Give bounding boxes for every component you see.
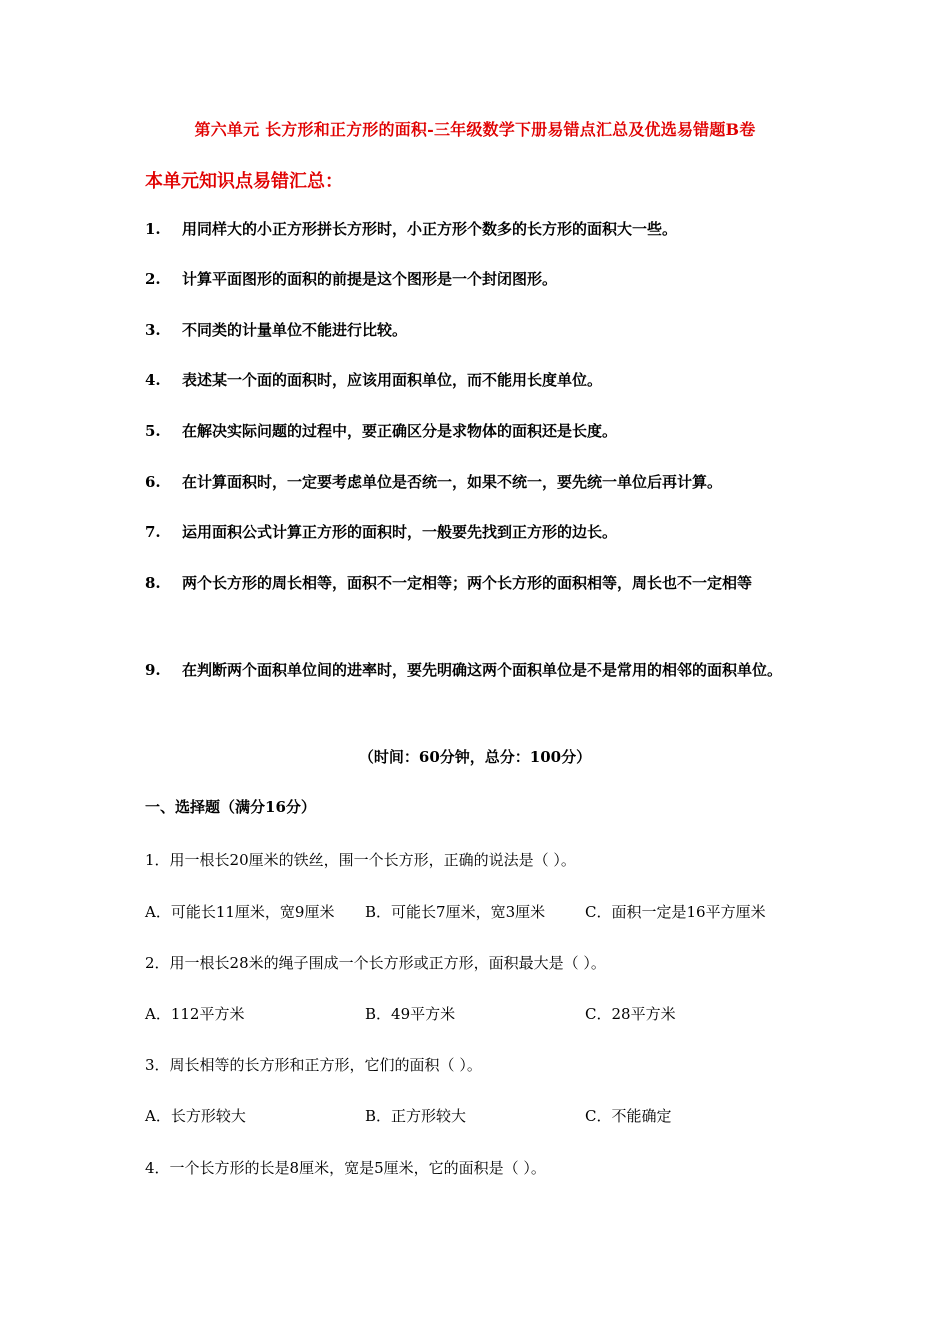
list-item xyxy=(145,261,810,298)
section-heading: 本单元知识点易错汇总： xyxy=(145,171,343,192)
option-b: B．正方形较大 xyxy=(365,1107,467,1125)
point-text: 用同样大的小正方形拼长方形时，小正方形个数多的长方形的面积大一些。 xyxy=(182,220,678,238)
point-text: 在解决实际问题的过程中，要正确区分是求物体的面积还是长度。 xyxy=(182,422,618,440)
question-stem: 1．用一根长20厘米的铁丝，围一个长方形，正确的说法是（ ）。 xyxy=(145,851,576,869)
point-number: 2. xyxy=(145,270,161,288)
point-text: 不同类的计量单位不能进行比较。 xyxy=(182,321,408,339)
point-number: 1. xyxy=(145,220,161,238)
page-title: 第六单元 长方形和正方形的面积-三年级数学下册易错点汇总及优选易错题B卷 xyxy=(194,120,756,139)
option-a: A．112平方米 xyxy=(145,1005,245,1023)
time-info: （时间：60分钟，总分：100分） xyxy=(358,748,592,766)
option-a: A．可能长11厘米，宽9厘米 xyxy=(145,903,335,921)
list-item xyxy=(145,362,810,399)
point-number: 3. xyxy=(145,321,161,339)
point-text: 计算平面图形的面积的前提是这个图形是一个封闭图形。 xyxy=(182,270,558,288)
list-item xyxy=(145,312,810,349)
point-text: 在计算面积时，一定要考虑单位是否统一，如果不统一，要先统一单位后再计算。 xyxy=(182,473,723,491)
point-number: 6. xyxy=(145,473,161,491)
point-text: 两个长方形的周长相等，面积不一定相等；两个长方形的面积相等，周长也不一定相等 xyxy=(182,574,753,592)
point-number: 5. xyxy=(145,422,161,440)
point-text: 在判断两个面积单位间的进率时，要先明确这两个面积单位是不是常用的相邻的面积单位。 xyxy=(182,661,783,679)
list-item xyxy=(145,211,810,248)
option-a: A．长方形较大 xyxy=(145,1107,246,1125)
question-stem: 4．一个长方形的长是8厘米，宽是5厘米，它的面积是（ ）。 xyxy=(145,1159,546,1177)
point-number: 8. xyxy=(145,574,161,592)
option-c: C．面积一定是16平方厘米 xyxy=(585,903,766,921)
point-number: 9. xyxy=(145,661,161,679)
part-heading: 一、选择题（满分16分） xyxy=(145,798,316,816)
point-text: 表述某一个面的面积时，应该用面积单位，而不能用长度单位。 xyxy=(182,371,603,389)
question-stem: 2．用一根长28米的绳子围成一个长方形或正方形，面积最大是（ ）。 xyxy=(145,954,606,972)
point-text: 运用面积公式计算正方形的面积时，一般要先找到正方形的边长。 xyxy=(182,523,618,541)
option-b: B．可能长7厘米，宽3厘米 xyxy=(365,903,546,921)
list-item xyxy=(145,464,810,501)
point-number: 4. xyxy=(145,371,161,389)
option-c: C．不能确定 xyxy=(585,1107,672,1125)
option-b: B．49平方米 xyxy=(365,1005,456,1023)
question-stem: 3．周长相等的长方形和正方形，它们的面积（ ）。 xyxy=(145,1056,482,1074)
list-item xyxy=(145,652,810,689)
point-number: 7. xyxy=(145,523,161,541)
list-item xyxy=(145,565,810,602)
option-c: C．28平方米 xyxy=(585,1005,676,1023)
list-item xyxy=(145,514,810,551)
list-item xyxy=(145,413,810,450)
